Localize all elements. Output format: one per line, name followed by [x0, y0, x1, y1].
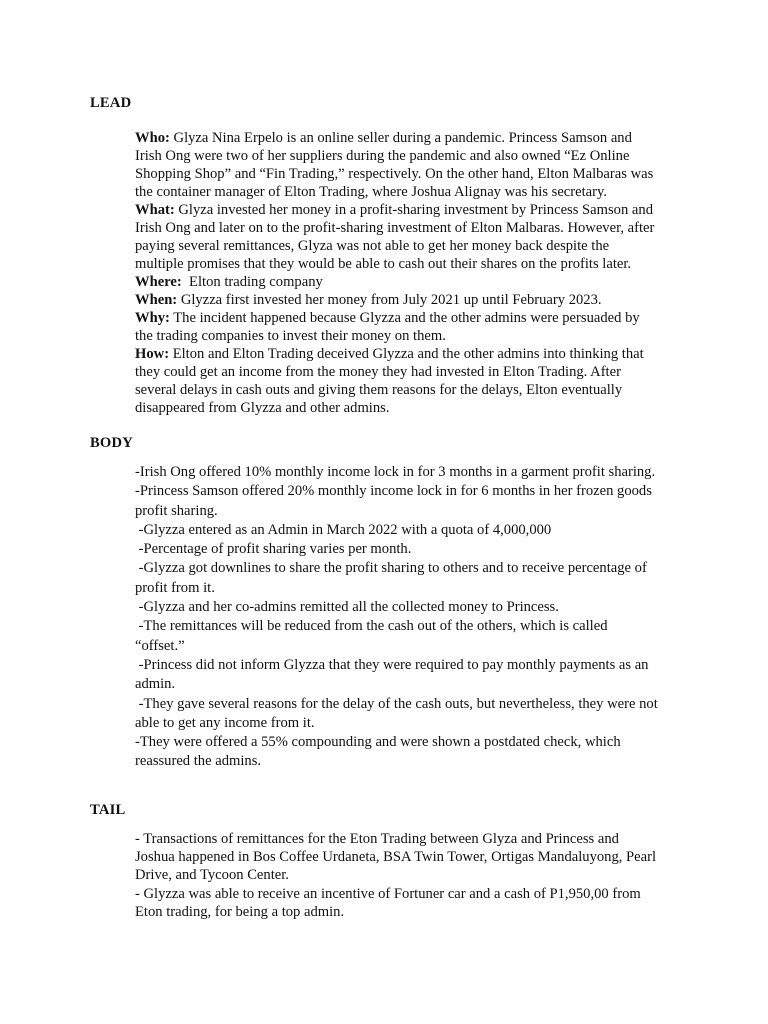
where-text: Elton trading company — [181, 274, 323, 290]
how-text-line: they could get an income from the money they had invested in Elton Trading. After — [135, 364, 621, 380]
lead-heading: LEAD — [90, 95, 132, 111]
tail-heading: TAIL — [90, 802, 126, 818]
where-label: Where: — [135, 274, 182, 290]
body-text-line: -Glyzza and her co-admins remitted all the collected money to Princess. — [135, 599, 559, 616]
how-text: Elton and Elton Trading deceived Glyzza and the other admins into thinking that — [169, 346, 644, 362]
body-text-line: -Princess Samson offered 20% monthly income lock in for 6 months in her frozen goods — [135, 483, 652, 500]
body-text-line: -The remittances will be reduced from the cash out of the others, which is called — [135, 618, 608, 635]
tail-text-line: - Transactions of remittances for the Eton Trading between Glyza and Princess and — [135, 831, 619, 847]
body-text-line: -Percentage of profit sharing varies per month. — [135, 541, 412, 558]
body-text-line: -Princess did not inform Glyzza that they were required to pay monthly payments as an — [135, 656, 649, 673]
lead-section — [135, 129, 680, 417]
what-label: What: — [135, 202, 175, 218]
who-text-line: Shopping Shop” and “Fin Trading,” respectively. On the other hand, Elton Malbaras was — [135, 166, 654, 182]
what-text: Glyza invested her money in a profit-sharing investment by Princess Samson and — [174, 202, 653, 218]
why-text: The incident happened because Glyzza and the other admins were persuaded by — [169, 310, 640, 326]
when-line — [135, 291, 680, 309]
body-text-line: -Irish Ong offered 10% monthly income lock in for 3 months in a garment profit sharing. — [135, 464, 656, 480]
who-text: Glyza Nina Erpelo is an online seller during a pandemic. Princess Samson and — [169, 130, 632, 146]
body-text-line: -They gave several reasons for the delay of the cash outs, but nevertheless, they were not — [135, 695, 658, 712]
body-text-line: “offset.” — [135, 637, 185, 654]
who-label: Who: — [135, 130, 170, 146]
why-text-line: the trading companies to invest their money on them. — [135, 328, 446, 344]
why-line — [135, 309, 680, 327]
when-label: When: — [135, 292, 178, 308]
body-text-line: admin. — [135, 676, 176, 693]
what-line — [135, 201, 680, 219]
who-text-line: Irish Ong were two of her suppliers during the pandemic and also owned “Ez Online — [135, 148, 630, 164]
body-text-line: able to get any income from it. — [135, 714, 315, 731]
tail-text-line: Joshua happened in Bos Coffee Urdaneta, BSA Twin Tower, Ortigas Mandaluyong, Pearl — [135, 849, 657, 866]
body-text-line: -They were offered a 55% compounding and were shown a postdated check, which — [135, 734, 621, 751]
what-text-line: Irish Ong and later on to the profit-sharing investment of Elton Malbaras. However, after — [135, 220, 655, 236]
body-section — [135, 463, 680, 772]
what-text-line: multiple promises that they would be able to cash out their shares on the profits later. — [135, 256, 632, 272]
where-line — [135, 273, 680, 291]
who-line — [135, 129, 680, 147]
what-text-line: paying several remittances, Glyza was not able to get her money back despite the — [135, 238, 610, 254]
body-text-line: profit sharing. — [135, 502, 218, 519]
how-label: How: — [135, 346, 170, 362]
tail-text-line: Drive, and Tycoon Center. — [135, 867, 289, 884]
body-text-line: -Glyzza entered as an Admin in March 2022 with a quota of 4,000,000 — [135, 521, 552, 538]
how-text-line: disappeared from Glyzza and other admins. — [135, 400, 390, 416]
when-text: Glyzza first invested her money from July 2021 up until February 2023. — [177, 292, 602, 308]
tail-text-line: - Glyzza was able to receive an incentive of Fortuner car and a cash of P1,950,00 from — [135, 885, 641, 902]
how-line — [135, 345, 680, 363]
tail-section — [135, 830, 680, 921]
body-text-line: -Glyzza got downlines to share the profit sharing to others and to receive percentage of — [135, 560, 647, 577]
body-text-line: profit from it. — [135, 579, 215, 596]
body-heading: BODY — [90, 435, 133, 451]
how-text-line: several delays in cash outs and giving them reasons for the delays, Elton eventually — [135, 382, 623, 398]
why-label: Why: — [135, 310, 170, 326]
tail-text-line: Eton trading, for being a top admin. — [135, 903, 345, 920]
body-text-line: reassured the admins. — [135, 753, 262, 770]
who-text-line: the container manager of Elton Trading, where Joshua Alignay was his secretary. — [135, 184, 608, 200]
